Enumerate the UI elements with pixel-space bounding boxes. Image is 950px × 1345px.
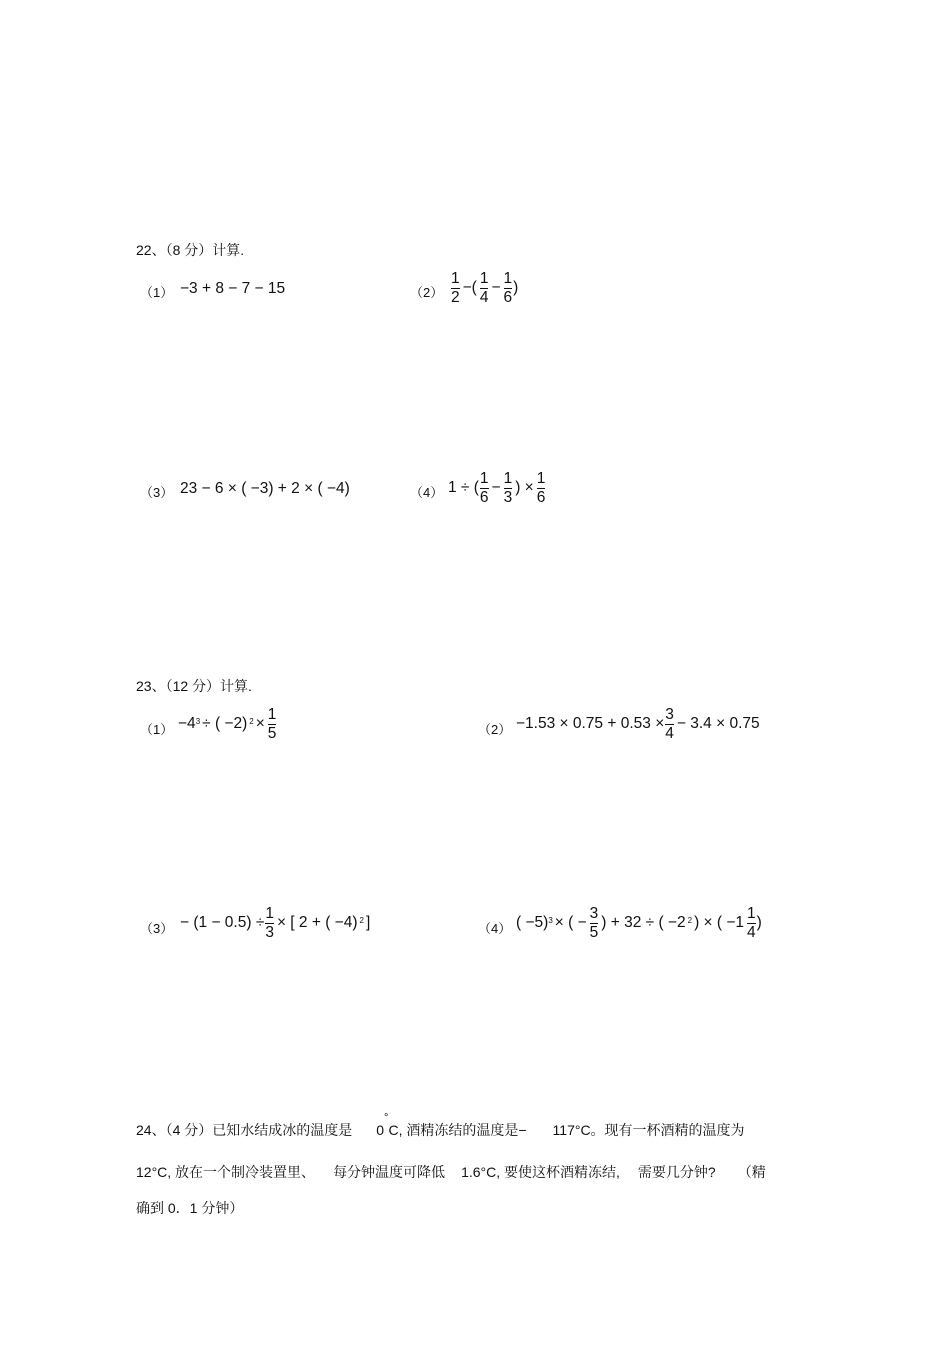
q22-part1-expression: −3 + 8 − 7 − 15: [180, 280, 286, 297]
fraction: $\frac{1}{2}$: [451, 270, 460, 306]
q22-part4-label: （4）: [410, 485, 444, 500]
q23-part3-expression: − (1 − 0.5) ÷ $\frac{1}{3}$ × [ 2 + ( −4) $^2$ ]: [180, 905, 371, 941]
q23-part4-expression: ( −5) $^3$ × ( − $\frac{3}{5}$ ) + 32 ÷ ( −2 $^2$ ) × ( −1 $\frac{1}{4}$ ): [516, 905, 762, 941]
q22-part2-expression: $\frac{1}{2}$ −( $\frac{1}{4}$ − $\frac{1}{6}$ ): [451, 270, 519, 306]
q22-heading: 22、（8 分）计算.: [136, 242, 245, 258]
fraction: $\frac{1}{3}$: [503, 470, 513, 506]
q22-part4-expression: 1 ÷ ( $\frac{1}{6}$ − $\frac{1}{3}$ ) × $\frac{1}{6}$: [448, 470, 546, 506]
q23-part1-expression: −4 $^3$ ÷ ( −2) $^2$ × $\frac{1}{5}$: [178, 706, 277, 742]
q23-part2-expression: −1.53 × 0.75 + 0.53 × $\frac{3}{4}$ − 3.4 × 0.75: [516, 706, 760, 742]
q23-heading: 23、（12 分）计算.: [136, 678, 252, 694]
q24-line3: 确到 0．1 分钟）: [136, 1200, 244, 1216]
q23-part2-label: （2）: [478, 722, 512, 737]
fraction: $\frac{1}{3}$: [265, 905, 274, 941]
q22-part3-expression: 23 − 6 × ( −3) + 2 × ( −4): [180, 480, 350, 497]
fraction: $\frac{1}{6}$: [536, 470, 546, 506]
q23-part4-label: （4）: [478, 921, 512, 936]
q23-part3-label: （3）: [140, 921, 174, 936]
fraction: $\frac{1}{6}$: [479, 470, 489, 506]
fraction: $\frac{3}{4}$: [665, 706, 674, 742]
q24-line1: 24、（4 分）已知水结成冰的温度是 0°C, 酒精冻结的温度是− 117°C。现有一杯酒精的温度为: [136, 1112, 745, 1138]
fraction: $\frac{1}{4}$: [747, 905, 756, 941]
fraction: $\frac{1}{4}$: [479, 270, 489, 306]
fraction: $\frac{1}{6}$: [503, 270, 513, 306]
q24-line2: 12°C, 放在一个制冷装置里、 每分钟温度可降低 1.6°C, 要使这杯酒精冻结, 需要几分钟? （精: [136, 1164, 766, 1180]
fraction: $\frac{3}{5}$: [589, 905, 599, 941]
q22-part2-label: （2）: [410, 285, 444, 300]
q23-part1-label: （1）: [140, 722, 174, 737]
q22-part3-label: （3）: [140, 485, 174, 500]
q22-part1-label: （1）: [140, 285, 174, 300]
fraction: $\frac{1}{5}$: [267, 706, 277, 742]
